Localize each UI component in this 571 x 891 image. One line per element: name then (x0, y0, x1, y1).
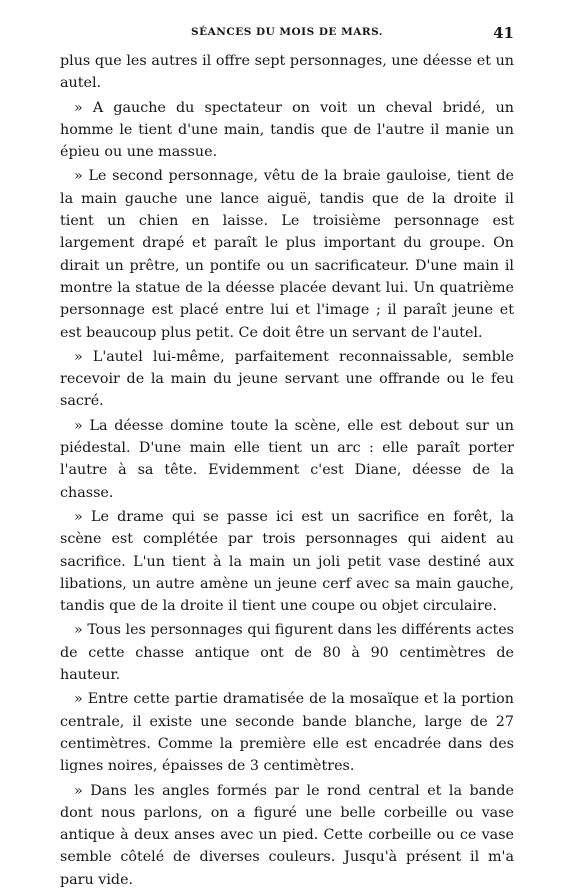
paragraph-sacrifice: » Le drame qui se passe ici est un sacrifice en forêt, la scène est complétée par trois personnages qui aident au sacrifice. L'un tient à la main un joli petit vase destiné aux libations, un autre amène un jeune cerf avec sa main gauche, tandis que de la droite il tient une coupe ou objet circulaire. (60, 508, 514, 615)
paragraph-goddess: » La déesse domine toute la scène, elle est debout sur un piédestal. D'une main elle tient un arc : elle paraît porter l'autre à sa tête. Evidemment c'est Diane, déesse de la chasse. (60, 417, 514, 501)
paragraph-basket: » Dans les angles formés par le rond central et la bande dont nous parlons, on a figuré une belle corbeille ou vase antique à deux anses avec un pied. Cette corbeille ou ce vase semble côtelé de diverses couleurs. Jusqu'à présent il m'a paru vide. (60, 782, 514, 888)
paragraph-white-band: » Entre cette partie dramatisée de la mosaïque et la portion centrale, il existe une seconde bande blanche, large de 27 centimètres. Comme la première elle est encadrée dans des lignes noires, épaisses de 3 centimètres. (60, 691, 514, 775)
running-title: SÉANCES DU MOIS DE MARS. (191, 26, 383, 38)
paragraph-altar: » L'autel lui-même, parfaitement reconnaissable, semble recevoir de la main du jeune servant une offrande ou le feu sacré. (60, 348, 514, 410)
page-number: 41 (493, 24, 514, 42)
running-head (60, 24, 514, 44)
paragraph-horse: » A gauche du spectateur on voit un cheval bridé, un homme le tient d'une main, tandis que de l'autre il manie un épieu ou une massue. (60, 99, 514, 161)
paragraph-personages-height: » Tous les personnages qui figurent dans les différents actes de cette chasse antique ont de 80 à 90 centimètres de hauteur. (60, 622, 514, 684)
paragraph-continuation: plus que les autres il offre sept personnages, une déesse et un autel. (60, 53, 514, 92)
paragraph-second-personage: » Le second personnage, vêtu de la braie gauloise, tient de la main gauche une lance aiguë, tandis que de la droite il tient un chien en laisse. Le troisième personnage est largement drapé et paraît le plus important du groupe. On dirait un prêtre, un pontife ou un sacrificateur. D'une main il montre la statue de la déesse placée devant lui. Un quatrième personnage est placé entre lui et l'image ; il paraît jeune et est beaucoup plus petit. Ce doit être un servant de l'autel. (60, 168, 514, 341)
body-text (60, 50, 514, 891)
